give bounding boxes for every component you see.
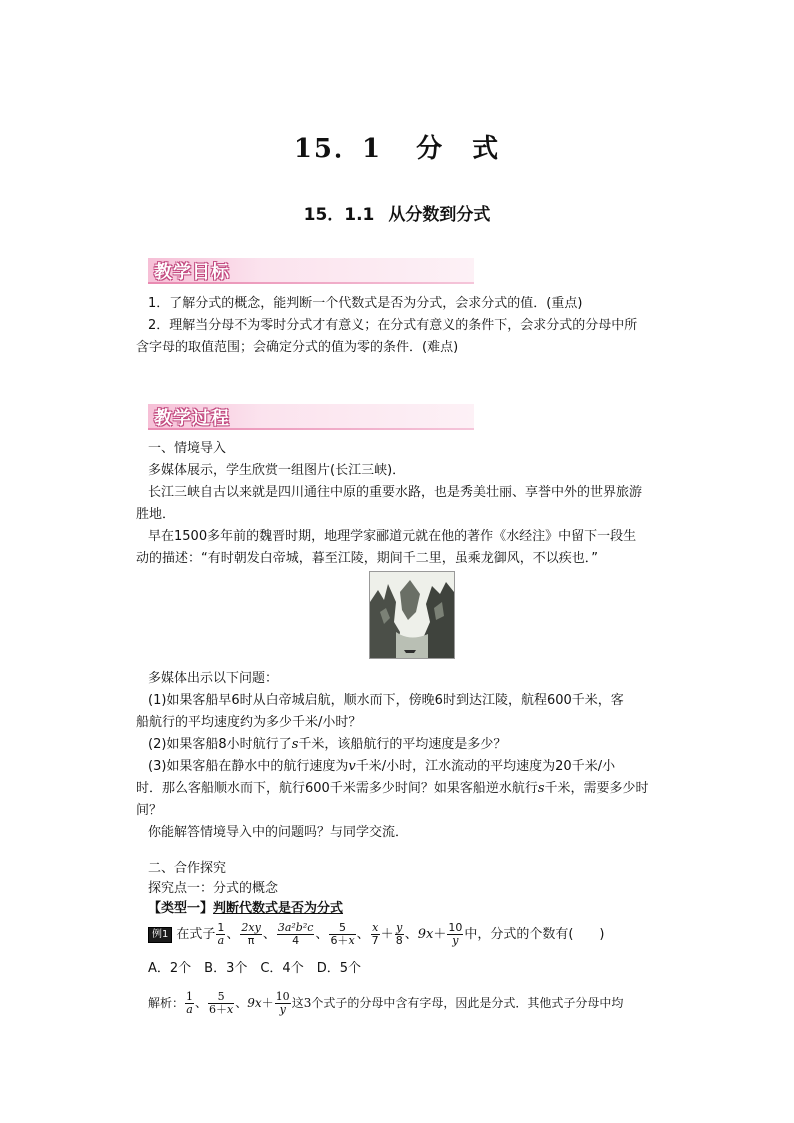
question-3-part-b: 千米/小时，江水流动的平均速度为20千米/小 [355, 759, 616, 774]
question-3-line1 [148, 756, 615, 778]
solution-text: 这3个式子的分母中含有字母，因此是分式．其他式子分母中均 [291, 996, 624, 1010]
three-gorges-image [369, 571, 455, 659]
chapter-number: 15．1 [293, 134, 383, 164]
fraction-1-over-a: $\frac{1}{a}$ [217, 921, 225, 947]
example-1-lead: 在式子 [176, 927, 216, 942]
solution: 解析： $\frac{1}{a}$ 、 $\frac{5}{6+x}$ 、9x＋ $\frac{10}{y}$ 这3个式子的分母中含有字母，因此是分式．其他式子分母中均 [148, 990, 624, 1016]
question-2 [148, 734, 506, 756]
fraction-10-over-y: $\frac{10}{y}$ [275, 990, 290, 1016]
example-1: 例1 在式子 $\frac{1}{a}$ 、 $\frac{2xy}{\pi}$ 、 $\frac{\text{3a²b²c}}{4}$ 、 $\frac{5}{6+x}$ 、 $\frac{x}{7}$ ＋ $\frac{y}{8}$ 、9x＋ $\frac{10}{y}$ 中，分式的个数有( ) [148, 920, 604, 950]
question-3-line2-part-b: 千米，需要多少时 [544, 781, 649, 796]
chapter-title [0, 128, 794, 165]
objectives-heading: 教学目标 [154, 262, 230, 283]
question-1-line1: (1)如果客船早6时从白帝城启航，顺水而下，傍晚6时到达江陵，航程600千米，客 [148, 693, 624, 708]
fraction-2xy-over-pi: $\frac{2xy}{\pi}$ [241, 921, 261, 947]
section-1-title: 一、情境导入 [148, 441, 227, 456]
fraction-3a2b2c-over-4: $\frac{\text{3a²b²c}}{4}$ [277, 921, 314, 947]
section-title [0, 200, 794, 225]
type-1-title: 判断代数式是否为分式 [213, 901, 344, 916]
solution-label: 解析： [148, 996, 185, 1010]
variable-s: s [291, 737, 299, 752]
objective-2-line2: 含字母的取值范围；会确定分式的值为零的条件．(难点) [136, 340, 459, 355]
question-intro: 多媒体出示以下问题： [148, 671, 279, 686]
question-3-line3: 间？ [136, 803, 163, 818]
question-3-line2 [136, 778, 649, 800]
question-outro: 你能解答情境导入中的问题吗？与同学交流． [148, 825, 409, 840]
fraction-y-over-8: $\frac{y}{8}$ [395, 921, 403, 947]
answer-choices: A．2个 B．3个 C．4个 D．5个 [148, 961, 361, 976]
type-1-label: 【类型一】 [148, 901, 214, 916]
process-heading-band [148, 404, 474, 428]
example-badge: 例1 [148, 927, 172, 943]
variable-s: s [537, 781, 545, 796]
question-2-part-b: 千米，该船航行的平均速度是多少？ [298, 737, 507, 752]
question-3-line2-part-a: 时．那么客船顺水而下，航行600千米需多少时间？如果客船逆水航行 [136, 781, 538, 796]
chapter-name: 分 式 [416, 134, 501, 164]
variable-v: v [348, 759, 356, 774]
example-1-tail: 中，分式的个数有( ) [464, 927, 605, 942]
explore-point-1: 探究点一：分式的概念 [148, 881, 279, 896]
section-number: 15．1.1 [303, 205, 375, 225]
fraction-5-over-6plusx: $\frac{5}{6+x}$ [209, 990, 234, 1016]
paragraph-3-line2: 动的描述：“有时朝发白帝城，暮至江陵，期间千二里，虽乘龙御风，不以疾也．” [136, 551, 598, 566]
objectives-heading-band [148, 258, 474, 282]
fraction-10-over-y: $\frac{10}{y}$ [448, 921, 463, 947]
process-heading: 教学过程 [154, 408, 230, 429]
question-2-part-a: (2)如果客船8小时航行了 [148, 737, 292, 752]
paragraph-1: 多媒体展示，学生欣赏一组图片(长江三峡)． [148, 463, 406, 478]
section-2-title: 二、合作探究 [148, 861, 227, 876]
paragraph-2-line2: 胜地． [136, 507, 176, 522]
question-1-line2: 船航行的平均速度约为多少千米/小时？ [136, 715, 362, 730]
fraction-1-over-a: $\frac{1}{a}$ [186, 990, 194, 1016]
landscape-painting-icon [370, 572, 454, 658]
paragraph-3-line1: 早在1500多年前的魏晋时期，地理学家郦道元就在他的著作《水经注》中留下一段生 [148, 529, 637, 544]
section-name: 从分数到分式 [388, 205, 491, 225]
fraction-x-over-7: $\frac{x}{7}$ [371, 921, 379, 947]
fraction-5-over-6plusx: $\frac{5}{6+x}$ [330, 921, 355, 947]
paragraph-2-line1: 长江三峡自古以来就是四川通往中原的重要水路，也是秀美壮丽、享誉中外的世界旅游 [148, 485, 643, 500]
type-1-heading [148, 898, 343, 920]
objective-1: 1．了解分式的概念，能判断一个代数式是否为分式，会求分式的值．(重点) [148, 296, 583, 311]
objective-2-line1: 2．理解当分母不为零时分式才有意义；在分式有意义的条件下，会求分式的分母中所 [148, 318, 638, 333]
question-3-part-a: (3)如果客船在静水中的航行速度为 [148, 759, 349, 774]
